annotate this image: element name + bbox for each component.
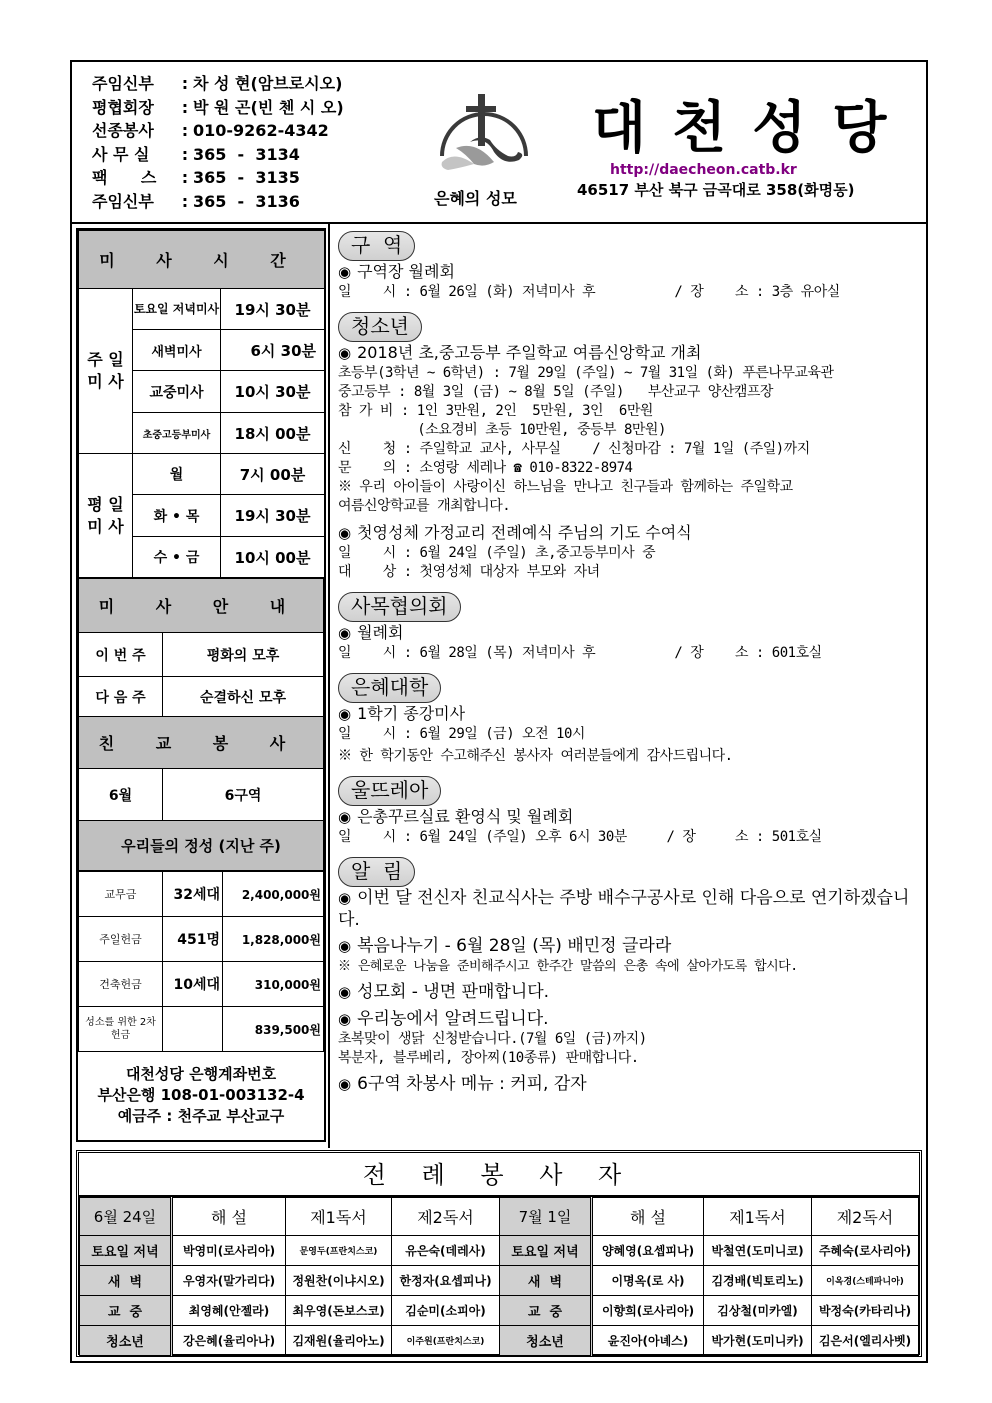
bullet-icon: ◉ [338, 1075, 352, 1093]
offerings-title: 우리들의 정성 (지난 주) [79, 821, 324, 871]
offering-amount: 1,828,000원 [223, 917, 324, 962]
bullet-icon: ◉ [338, 624, 352, 642]
mass-type: 청소년 [80, 1326, 172, 1356]
table-row [80, 1266, 919, 1296]
minister-cell: 유은숙(데레사) [392, 1236, 500, 1266]
contact-label: 주임신부 [92, 74, 154, 93]
mass-times-title: 미 사 시 간 [79, 231, 325, 289]
column-header: 해 설 [172, 1198, 286, 1236]
bank-info [78, 1052, 324, 1127]
announcement-detail: 복분자, 블루베리, 장아찌(10종류) 판매합니다. [338, 1050, 639, 1066]
column-header: 제2독서 [392, 1198, 500, 1236]
bullet-icon: ◉ [338, 983, 352, 1001]
mass-type: 새 벽 [80, 1266, 172, 1296]
mass-type: 새 벽 [500, 1266, 592, 1296]
bulletin-frame [70, 60, 928, 1363]
church-address: 46517 부산 북구 금곡대로 358(화명동) [577, 181, 855, 199]
column-header: 제2독서 [812, 1198, 919, 1236]
minister-cell: 윤진아(아녜스) [592, 1326, 704, 1356]
minister-cell: 박가현(도미니카) [704, 1326, 812, 1356]
mass-type: 토요일 저녁 [500, 1236, 592, 1266]
offering-count: 10세대 [163, 962, 223, 1007]
minister-cell: 김상철(미카엘) [704, 1296, 812, 1326]
bullet-icon: ◉ [338, 705, 352, 723]
contact-row: 사 무 실 : 365 - 3134 [92, 143, 344, 167]
offering-name: 건축헌금 [79, 962, 163, 1007]
announcement-heading: ◉ 우리농에서 알려드립니다. [338, 1009, 549, 1029]
contact-row: 평협회장 : 박 원 곤(빈 첸 시 오) [92, 96, 344, 120]
contact-value: 365 - 3135 [193, 168, 300, 187]
bullet-icon: ◉ [338, 1010, 352, 1028]
offering-amount: 2,400,000원 [223, 872, 324, 917]
mass-name: 수 • 금 [133, 537, 221, 578]
logo-caption: 은혜의 성모 [434, 189, 517, 208]
announcement-detail: ※ 우리 아이들이 사랑이신 하느님을 만나고 친구들과 함께하는 주일학교 [338, 479, 793, 495]
announcement-detail: 일 시 : 6월 28일 (목) 저녁미사 후 / 장 소 : 601호실 [338, 645, 822, 661]
mass-time: 6시 30분 [221, 330, 325, 371]
contact-value: 010-9262-4342 [193, 121, 329, 140]
contact-row: 선종봉사 : 010-9262-4342 [92, 119, 344, 143]
bullet-icon: ◉ [338, 263, 352, 281]
contact-list [92, 72, 344, 213]
bank-title: 대천성당 은행계좌번호 [125, 1065, 277, 1083]
minister-cell: 박철연(도미니코) [704, 1236, 812, 1266]
announcement-heading: ◉ 6구역 차봉사 메뉴 : 커피, 감자 [338, 1074, 587, 1094]
announcement-heading: ◉ 1학기 종강미사 [338, 704, 466, 723]
column-header: 해 설 [592, 1198, 704, 1236]
fellowship-month: 6월 [79, 769, 163, 821]
table-row [80, 1236, 919, 1266]
mass-type: 토요일 저녁 [80, 1236, 172, 1266]
bullet-icon: ◉ [338, 808, 352, 826]
sunday-mass-label: 주 일 미 사 [79, 289, 133, 454]
week2-date: 7월 1일 [500, 1198, 592, 1236]
offering-name: 성소를 위한 2차헌금 [79, 1007, 163, 1052]
minister-cell: 이향희(로사리아) [592, 1296, 704, 1326]
minister-cell: 우영자(말가리다) [172, 1266, 286, 1296]
mass-name: 교중미사 [133, 371, 221, 413]
contact-value: 365 - 3134 [193, 144, 300, 164]
minister-cell: 양혜영(요셉피나) [592, 1236, 704, 1266]
contact-label: 사 무 실 [92, 144, 150, 164]
announcement-detail: ※ 은혜로운 나눔을 준비해주시고 한주간 말씀의 은총 속에 살아가도록 합시다. [338, 959, 798, 974]
bullet-icon: ◉ [338, 524, 352, 542]
guide-label: 다 음 주 [79, 677, 163, 717]
minister-cell: 김은서(엘리사벳) [812, 1326, 919, 1356]
announcement-detail: 일 시 : 6월 24일 (주일) 초,중고등부미사 중 [338, 545, 656, 561]
announcement-heading: ◉ 복음나누기 - 6월 28일 (목) 배민정 글라라 [338, 936, 672, 956]
liturgy-title: 전 례 봉 사 자 [79, 1153, 919, 1197]
announcement-heading: ◉ 첫영성체 가정교리 전례예식 주님의 기도 수여식 [338, 523, 692, 542]
announcement-detail: 여름신앙학교를 개최합니다. [338, 498, 511, 514]
announcement-detail: 중고등부 : 8월 3일 (금) ~ 8월 5일 (주일) 부산교구 양산캠프장 [338, 384, 773, 400]
column-header: 제1독서 [704, 1198, 812, 1236]
minister-cell: 이주원(프란치스코) [392, 1326, 500, 1356]
announcement-detail: 일 시 : 6월 26일 (화) 저녁미사 후 / 장 소 : 3층 유아실 [338, 284, 840, 300]
offering-name: 주일헌금 [79, 917, 163, 962]
mass-time: 10시 00분 [221, 537, 325, 578]
weekday-mass-label: 평 일 미 사 [79, 454, 133, 578]
section-pill-district: 구 역 [338, 231, 415, 261]
section-pill-pastoral-council: 사목협의회 [338, 592, 461, 622]
announcement-heading: ◉ 구역장 월례회 [338, 262, 455, 281]
mass-name: 화 • 목 [133, 495, 221, 537]
announcement-detail: 일 시 : 6월 29일 (금) 오전 10시 [338, 726, 585, 742]
offering-amount: 310,000원 [223, 962, 324, 1007]
week1-date: 6월 24일 [80, 1198, 172, 1236]
mass-name: 새벽미사 [133, 330, 221, 371]
announcement-heading: ◉ 성모회 - 냉면 판매합니다. [338, 982, 550, 1002]
minister-cell: 김경배(빅토리노) [704, 1266, 812, 1296]
section-pill-grace-college: 은혜대학 [338, 673, 441, 703]
offering-count [163, 1007, 223, 1052]
offering-name: 교무금 [79, 872, 163, 917]
announcement-detail: 참 가 비 : 1인 3만원, 2인 5만원, 3인 6만원 [338, 403, 653, 419]
bullet-icon: ◉ [338, 937, 352, 955]
announcement-detail: 문 의 : 소영랑 세레나 ☎ 010-8322-8974 [338, 460, 633, 476]
mass-guide-table [78, 578, 324, 871]
left-sidebar [76, 228, 326, 1142]
guide-value: 평화의 모후 [163, 633, 324, 677]
announcement-heading: ◉ 월례회 [338, 623, 404, 642]
contact-label: 주임신부 [92, 191, 154, 211]
minister-cell: 박정숙(카타리나) [812, 1296, 919, 1326]
contact-label: 평협회장 [92, 97, 154, 117]
minister-cell: 강은혜(율리아나) [172, 1326, 286, 1356]
section-pill-notice: 알 림 [338, 857, 415, 887]
mass-time: 19시 30분 [221, 495, 325, 537]
guide-value: 순결하신 모후 [163, 677, 324, 717]
minister-cell: 이옥경(스테파니아) [812, 1266, 919, 1296]
announcements-panel [328, 224, 926, 1148]
minister-cell: 한정자(요셉피나) [392, 1266, 500, 1296]
contact-row: 주임신부 : 365 - 3136 [92, 190, 344, 214]
offering-amount: 839,500원 [223, 1007, 324, 1052]
mass-time: 19시 30분 [221, 289, 325, 330]
bank-account: 부산은행 108-01-003132-4 [97, 1086, 305, 1104]
table-row [80, 1326, 919, 1356]
mass-name: 초중고등부미사 [133, 413, 221, 454]
liturgy-schedule-table [79, 1197, 919, 1356]
announcement-heading: ◉ 2018년 초,중고등부 주일학교 여름신앙학교 개최 [338, 343, 702, 362]
mass-time: 7시 00분 [221, 454, 325, 495]
fellowship-title: 친 교 봉 사 [79, 717, 324, 769]
mass-type: 교 중 [500, 1296, 592, 1326]
minister-cell: 박영미(로사리아) [172, 1236, 286, 1266]
announcement-heading: ◉ 이번 달 전신자 친교식사는 주방 배수구공사로 인해 다음으로 연기하겠습니다. [338, 888, 910, 930]
announcement-detail: 일 시 : 6월 24일 (주일) 오후 6시 30분 / 장 소 : 501호실 [338, 829, 822, 845]
contact-label: 선종봉사 [92, 121, 154, 140]
bullet-icon: ◉ [338, 344, 352, 362]
bullet-icon: ◉ [338, 889, 352, 907]
minister-cell: 주혜숙(로사리아) [812, 1236, 919, 1266]
announcement-detail: 대 상 : 첫영성체 대상자 부모와 자녀 [338, 564, 600, 580]
church-logo-icon [434, 84, 534, 174]
minister-cell: 최우영(돈보스코) [286, 1296, 392, 1326]
contact-row: 팩 스 : 365 - 3135 [92, 166, 344, 190]
contact-value: 차 성 현(암브로시오) [193, 74, 343, 93]
announcement-detail: 신 청 : 주일학교 교사, 사무실 / 신청마감 : 7월 1일 (주일)까지 [338, 441, 810, 457]
contact-label: 팩 스 [92, 168, 157, 187]
section-pill-ultreya: 울뜨레아 [338, 776, 441, 806]
church-name: 대천성당 [592, 96, 913, 161]
contact-row: 주임신부 : 차 성 현(암브로시오) [92, 72, 344, 96]
minister-cell: 이명옥(로 사) [592, 1266, 704, 1296]
contact-value: 박 원 곤(빈 첸 시 오) [193, 97, 344, 117]
mass-times-table [78, 230, 325, 578]
announcement-heading: ◉ 은총꾸르실료 환영식 및 월례회 [338, 807, 574, 826]
mass-name: 월 [133, 454, 221, 495]
announcement-detail: 초복맞이 생닭 신청받습니다.(7월 6일 (금)까지) [338, 1031, 647, 1047]
mass-type: 청소년 [500, 1326, 592, 1356]
minister-cell: 문영두(프란치스코) [286, 1236, 392, 1266]
mass-type: 교 중 [80, 1296, 172, 1326]
bank-holder: 예금주 : 천주교 부산교구 [117, 1107, 285, 1125]
announcement-detail: (소요경비 초등 10만원, 중등부 8만원) [338, 422, 666, 438]
minister-cell: 정원찬(이냐시오) [286, 1266, 392, 1296]
column-header: 제1독서 [286, 1198, 392, 1236]
table-row [80, 1296, 919, 1326]
mass-name: 토요일 저녁미사 [133, 289, 221, 330]
contact-value: 365 - 3136 [193, 191, 300, 211]
offering-count: 451명 [163, 917, 223, 962]
liturgy-ministers-panel [76, 1150, 922, 1357]
minister-cell: 김재원(율리아노) [286, 1326, 392, 1356]
minister-cell: 최영혜(안젤라) [172, 1296, 286, 1326]
bulletin-header [72, 62, 926, 224]
church-url-link[interactable]: http://daecheon.catb.kr [610, 162, 797, 178]
guide-label: 이 번 주 [79, 633, 163, 677]
announcement-detail: ※ 한 학기동안 수고해주신 봉사자 여러분들에게 감사드립니다. [338, 748, 733, 764]
offering-count: 32세대 [163, 872, 223, 917]
mass-time: 10시 30분 [221, 371, 325, 413]
section-pill-youth: 청소년 [338, 312, 422, 342]
mass-time: 18시 00분 [221, 413, 325, 454]
fellowship-district: 6구역 [163, 769, 324, 821]
announcement-detail: 초등부(3학년 ~ 6학년) : 7월 29일 (주일) ~ 7월 31일 (화) 푸른나무교육관 [338, 365, 834, 381]
minister-cell: 김순미(소피아) [392, 1296, 500, 1326]
offerings-table [78, 871, 324, 1052]
mass-guide-title: 미 사 안 내 [79, 579, 324, 633]
